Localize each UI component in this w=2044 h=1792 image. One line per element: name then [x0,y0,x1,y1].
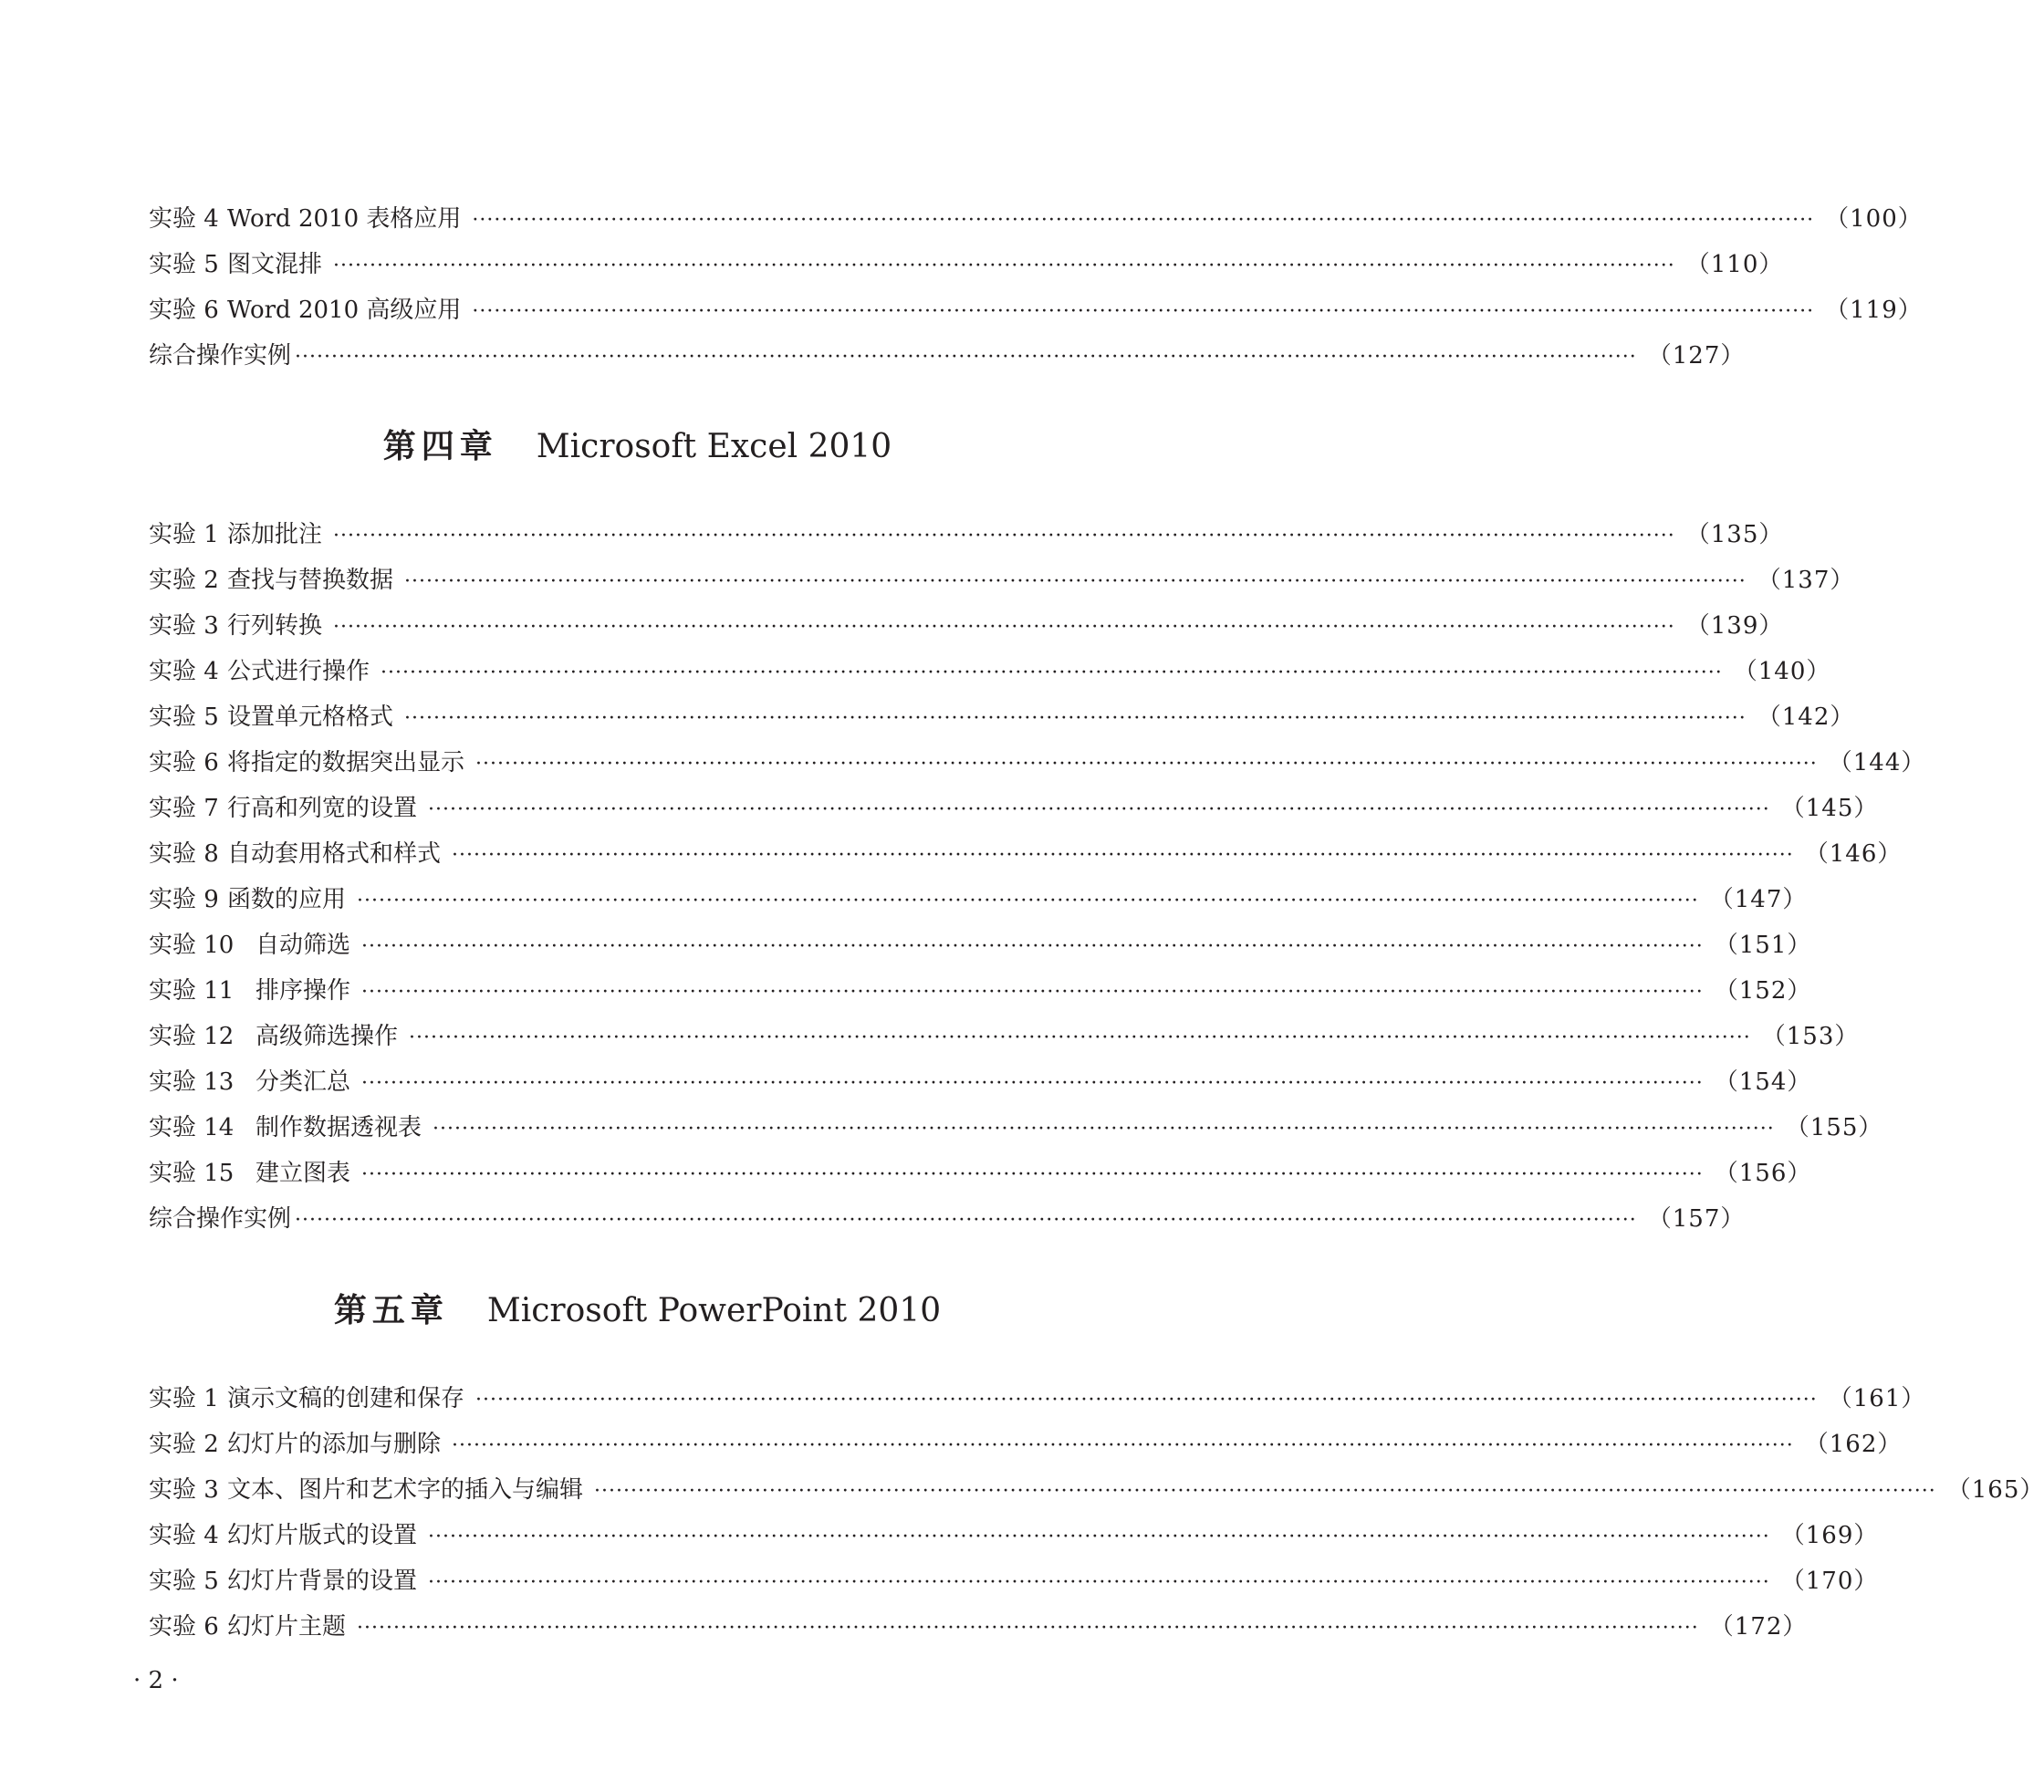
toc-entry[interactable] [149,512,1784,557]
dot-leader: ························································································································································································ [404,570,1747,593]
toc-entry[interactable] [149,922,1812,968]
chapter-heading [0,1283,1275,1338]
entry-page: （165） [1946,1476,2044,1504]
dot-leader: ························································································································································································ [295,1209,1637,1232]
toc-entry[interactable] [149,1558,1879,1604]
entry-page: （144） [1828,749,1926,776]
entry-page: （153） [1761,1023,1860,1050]
toc-entry[interactable] [149,831,1903,877]
dot-leader: ························································································································································································ [409,1026,1751,1049]
entry-number: 实验 5 [149,1568,219,1595]
entry-title: Word 2010 高级应用 [227,297,462,324]
entry-number: 实验 1 [149,521,219,548]
entry-number: 实验 1 [149,1385,219,1412]
entry-page: （110） [1685,251,1784,278]
entry-title: Word 2010 表格应用 [227,205,462,233]
entry-number: 实验 3 [149,1476,219,1504]
dot-leader: ························································································································································································ [472,209,1815,232]
entry-page: （137） [1757,567,1855,594]
entry-title: 设置单元格格式 [227,703,394,731]
entry-page: （169） [1780,1522,1879,1549]
entry-number: 实验 10 [149,932,235,959]
entry-page: （147） [1709,886,1808,913]
entry-page: （157） [1647,1205,1746,1233]
entry-title: 幻灯片主题 [227,1613,347,1641]
entry-page: （154） [1714,1068,1812,1096]
entry-title: 行列转换 [227,612,323,640]
dot-leader: ························································································································································································ [333,255,1675,277]
dot-leader: ························································································································································································ [428,798,1770,821]
entry-number: 实验 4 [149,658,219,685]
entry-page: （172） [1709,1613,1808,1641]
dot-leader: ························································································································································································ [475,753,1818,776]
dot-leader: ························································································································································································ [357,1617,1699,1640]
dot-leader: ························································································································································································ [295,346,1637,369]
entry-number: 实验 3 [149,612,219,640]
dot-leader: ························································································································································································ [361,1163,1704,1186]
dot-leader: ························································································································································································ [333,525,1675,547]
toc-entry[interactable] [149,694,1855,740]
dot-leader: ························································································································································································ [361,935,1704,958]
entry-page: （155） [1785,1114,1883,1141]
entry-page: （162） [1804,1431,1903,1458]
dot-leader: ························································································································································································ [333,616,1675,639]
entry-number: 实验 4 [149,205,219,233]
entry-title: 行高和列宽的设置 [227,795,418,822]
entry-number: 实验 15 [149,1160,235,1187]
entry-title: 查找与替换数据 [227,567,394,594]
toc-entry[interactable] [149,242,1784,287]
entry-title: 演示文稿的创建和保存 [227,1385,465,1412]
toc-entry[interactable] [149,287,1923,333]
dot-leader: ························································································································································································ [475,1389,1818,1412]
entry-number: 实验 7 [149,795,219,822]
entry-number: 实验 2 [149,567,219,594]
toc-entry[interactable] [149,1467,2044,1513]
entry-number: 实验 6 [149,297,219,324]
dot-leader: ························································································································································································ [433,1118,1775,1141]
entry-number: 实验 14 [149,1114,235,1141]
dot-leader: ························································································································································································ [594,1480,1936,1503]
entry-title: 综合操作实例 [149,1205,292,1233]
entry-title: 添加批注 [227,521,323,548]
entry-number: 实验 9 [149,886,219,913]
dot-leader: ························································································································································································ [361,981,1704,1004]
entry-number: 实验 13 [149,1068,235,1096]
entry-number: 实验 5 [149,703,219,731]
toc-entry[interactable] [149,1059,1812,1105]
toc-entry[interactable] [149,1196,1746,1242]
chapter-label: 第五章 [333,1291,449,1329]
entry-title: 幻灯片的添加与删除 [227,1431,442,1458]
dot-leader: ························································································································································································ [361,1072,1704,1095]
entry-page: （151） [1714,932,1812,959]
entry-page: （156） [1714,1160,1812,1187]
entry-title: 函数的应用 [227,886,347,913]
entry-title: 排序操作 [256,977,351,1005]
entry-number: 实验 12 [149,1023,235,1050]
entry-number: 实验 6 [149,1613,219,1641]
toc-entry[interactable] [149,1105,1883,1151]
entry-page: （142） [1757,703,1855,731]
toc-entry[interactable] [149,1014,1860,1059]
entry-page: （170） [1780,1568,1879,1595]
entry-number: 实验 11 [149,977,235,1005]
chapter-title: Microsoft Excel 2010 [536,428,892,465]
toc-entry[interactable] [149,649,1831,694]
toc-entry[interactable] [149,1422,1903,1467]
entry-number: 实验 6 [149,749,219,776]
entry-page: （139） [1685,612,1784,640]
dot-leader: ························································································································································································ [452,844,1794,867]
entry-page: （127） [1647,342,1746,370]
entry-title: 图文混排 [227,251,323,278]
entry-page: （135） [1685,521,1784,548]
entry-title: 自动套用格式和样式 [227,840,442,868]
toc-section-chapter5 [149,1376,2044,1650]
toc-entry[interactable] [149,968,1812,1014]
toc-section-top [149,196,1923,379]
dot-leader: ························································································································································································ [404,707,1747,730]
dot-leader: ························································································································································································ [428,1526,1770,1548]
toc-entry[interactable] [149,1376,1926,1422]
dot-leader: ························································································································································································ [472,300,1815,323]
toc-entry[interactable] [149,603,1784,649]
page-number: · 2 · [133,1667,179,1694]
entry-title: 高级筛选操作 [256,1023,399,1050]
toc-entry[interactable] [149,786,1879,831]
entry-title: 建立图表 [256,1160,351,1187]
toc-entry[interactable] [149,1604,1808,1650]
toc-entry[interactable] [149,333,1746,379]
toc-entry[interactable] [149,740,1926,786]
toc-entry[interactable] [149,196,1923,242]
entry-number: 实验 2 [149,1431,219,1458]
entry-title: 综合操作实例 [149,342,292,370]
entry-page: （140） [1733,658,1831,685]
toc-section-chapter4 [149,512,1926,1242]
entry-title: 文本、图片和艺术字的插入与编辑 [227,1476,584,1504]
entry-page: （100） [1825,205,1923,233]
toc-entry[interactable] [149,557,1855,603]
entry-title: 幻灯片版式的设置 [227,1522,418,1549]
entry-number: 实验 4 [149,1522,219,1549]
chapter-title: Microsoft PowerPoint 2010 [486,1292,942,1329]
chapter-heading [0,419,1275,474]
dot-leader: ························································································································································································ [381,662,1723,684]
entry-title: 幻灯片背景的设置 [227,1568,418,1595]
toc-entry[interactable] [149,1151,1812,1196]
entry-number: 实验 5 [149,251,219,278]
toc-entry[interactable] [149,1513,1879,1558]
entry-title: 自动筛选 [256,932,351,959]
entry-title: 将指定的数据突出显示 [227,749,465,776]
entry-title: 制作数据透视表 [256,1114,422,1141]
entry-title: 分类汇总 [256,1068,351,1096]
toc-entry[interactable] [149,877,1808,922]
entry-page: （146） [1804,840,1903,868]
dot-leader: ························································································································································································ [452,1434,1794,1457]
entry-page: （145） [1780,795,1879,822]
entry-page: （119） [1825,297,1923,324]
entry-title: 公式进行操作 [227,658,370,685]
chapter-label: 第四章 [382,427,498,465]
entry-number: 实验 8 [149,840,219,868]
entry-page: （161） [1828,1385,1926,1412]
dot-leader: ························································································································································································ [428,1571,1770,1594]
entry-page: （152） [1714,977,1812,1005]
dot-leader: ························································································································································································ [357,890,1699,912]
